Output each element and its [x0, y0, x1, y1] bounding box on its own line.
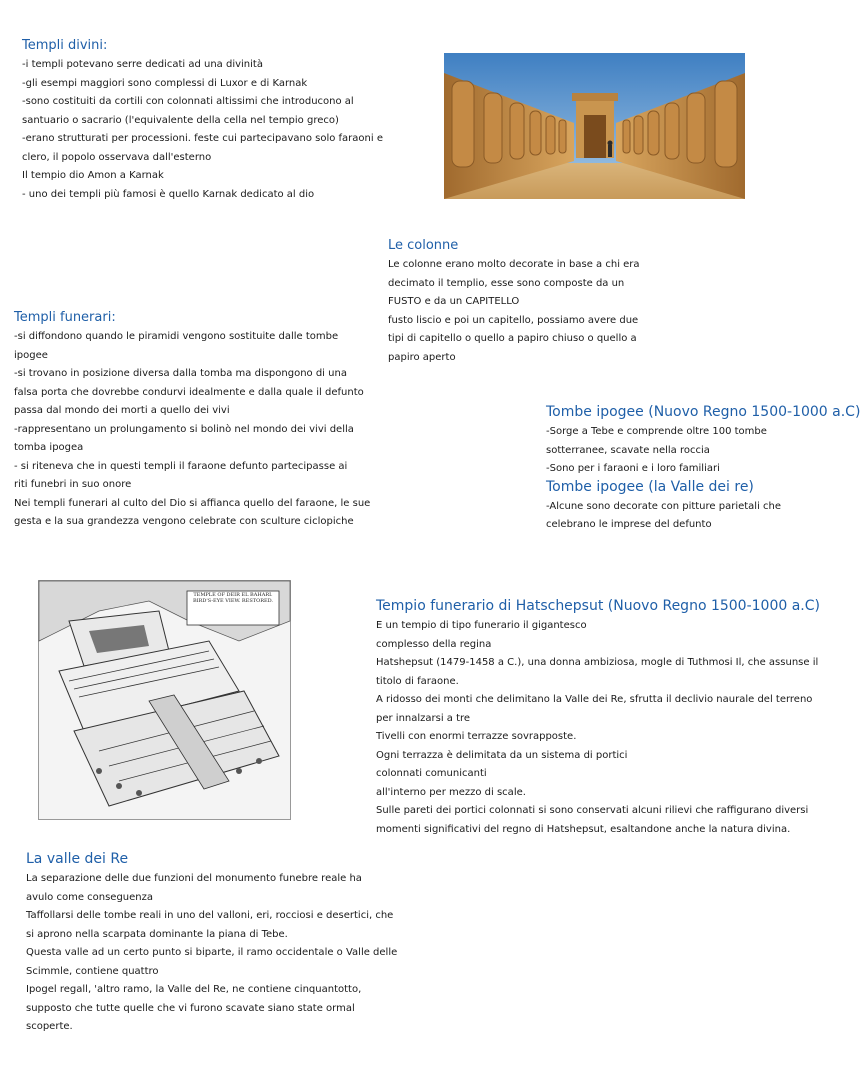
- section-text: [546, 498, 821, 535]
- text-line: passa dal mondo dei morti a quello dei vivi: [14, 405, 230, 416]
- text-line: Scimmle, contiene quattro: [26, 965, 159, 977]
- text-line: -si diffondono quando le piramidi vengono sostituite dalle tombe: [14, 331, 339, 342]
- text-line: -si trovano in posizione diversa dalla tomba ma dispongono di una: [14, 368, 347, 379]
- section-valle-re: [26, 851, 406, 1037]
- text-line: -gli esempi maggiori sono complessi di Luxor e di Karnak: [22, 77, 308, 89]
- section-title: Le colonne: [388, 238, 459, 253]
- text-line: supposto che tutte quelle che vi furono scavate siano state ormal: [26, 1002, 355, 1014]
- text-line: E un tempio di tipo funerario il gigantesco: [376, 620, 587, 631]
- text-line: -erano strutturati per processioni. feste cui partecipavano solo faraoni e: [22, 133, 383, 144]
- text-line: falsa porta che dovrebbe condurvi idealmente e dalla quale il defunto: [14, 386, 364, 398]
- text-line: Le colonne erano molto decorate in base a chi era: [388, 259, 640, 270]
- text-line: -sono costituiti da cortili con colonnati altissimi che introducono al: [22, 96, 354, 107]
- text-line: Taffollarsi delle tombe reali in uno del valloni, eri, rocciosi e desertici, che: [26, 910, 394, 921]
- hatshepsut-temple-drawing: [38, 580, 291, 820]
- section-templi-divini: [22, 38, 402, 204]
- text-line: all'interno per mezzo di scale.: [376, 786, 526, 798]
- text-line: La separazione delle due funzioni del monumento funebre reale ha: [26, 873, 362, 884]
- text-line: avulo come conseguenza: [26, 891, 154, 903]
- text-line: Sulle pareti dei portici colonnati si sono conservati alcuni rilievi che raffigurano diversi: [376, 805, 809, 816]
- text-line: celebrano le imprese del defunto: [546, 519, 712, 530]
- section-text: [26, 870, 406, 1037]
- section-title: Templi divini:: [22, 38, 108, 53]
- temple-drawing-illustration: [39, 581, 290, 819]
- section-hatshepsut: [376, 598, 821, 839]
- text-line: -Sorge a Tebe e comprende oltre 100 tombe: [546, 426, 767, 437]
- section-text: [376, 617, 821, 839]
- section-title: Tombe ipogee (la Valle dei re): [546, 478, 754, 495]
- text-line: -rappresentano un prolungamento si bolinò nel mondo dei vivi della: [14, 423, 354, 435]
- text-line: si aprono nella scarpata dominante la piana di Tebe.: [26, 928, 288, 940]
- text-line: Ogni terrazza è delimitata da un sistema di portici: [376, 749, 628, 761]
- text-line: -i templi potevano serre dedicati ad una divinità: [22, 59, 263, 70]
- section-title: Tempio funerario di Hatschepsut (Nuovo Regno 1500-1000 a.C): [376, 598, 820, 614]
- text-line: A ridosso dei monti che delimitano la Valle dei Re, sfrutta il declivio naurale del terreno: [376, 694, 813, 705]
- text-line: -Alcune sono decorate con pitture parietali che: [546, 500, 782, 512]
- text-line: Il tempio dio Amon a Karnak: [22, 170, 164, 181]
- karnak-temple-illustration: [444, 53, 745, 199]
- section-templi-funerari: [14, 310, 384, 532]
- section-text: [388, 256, 648, 367]
- text-line: Nei templi funerari al culto del Dio si affianca quello del faraone, le sue: [14, 497, 371, 509]
- drawing-label: TEMPLE OF DEIR EL BAHARI. BIRD'S-EYE VIEW. RESTORED.: [192, 592, 274, 604]
- text-line: scoperte.: [26, 1021, 73, 1032]
- section-text: [14, 328, 384, 532]
- text-line: tipi di capitello o quello a papiro chiuso o quello a: [388, 333, 637, 344]
- text-line: momenti significativi del regno di Hatshepsut, esaltandone anche la natura divina.: [376, 823, 791, 835]
- text-line: titolo di faraone.: [376, 675, 459, 687]
- text-line: -Sono per i faraoni e i loro familiari: [546, 463, 720, 474]
- section-tombe-ipogee: [546, 404, 860, 535]
- section-title: La valle dei Re: [26, 851, 129, 867]
- section-colonne: [388, 238, 648, 367]
- section-text: [546, 423, 821, 479]
- section-title: Tombe ipogee (Nuovo Regno 1500-1000 a.C): [546, 404, 860, 420]
- text-line: per innalzarsi a tre: [376, 712, 471, 724]
- karnak-temple-photo: [444, 53, 745, 199]
- text-line: santuario o sacrario (l'equivalente della cella nel tempio greco): [22, 114, 339, 126]
- text-line: decimato il templio, esse sono composte da un: [388, 277, 625, 289]
- text-line: clero, il popolo osservava dall'esterno: [22, 151, 212, 163]
- text-line: FUSTO e da un CAPITELLO: [388, 296, 520, 307]
- section-text: [22, 56, 402, 204]
- text-line: ipogee: [14, 349, 48, 361]
- text-line: colonnati comunicanti: [376, 768, 487, 779]
- text-line: Questa valle ad un certo punto si biparte, il ramo occidentale o Valle delle: [26, 947, 398, 958]
- text-line: - uno dei templi più famosi è quello Karnak dedicato al dio: [22, 188, 315, 200]
- text-line: sotterranee, scavate nella roccia: [546, 444, 710, 456]
- text-line: complesso della regina: [376, 638, 492, 650]
- section-title: Templi funerari:: [14, 310, 116, 325]
- text-line: riti funebri in suo onore: [14, 479, 132, 490]
- text-line: papiro aperto: [388, 351, 456, 363]
- text-line: - si riteneva che in questi templi il faraone defunto partecipasse ai: [14, 460, 348, 472]
- text-line: tomba ipogea: [14, 442, 84, 453]
- text-line: gesta e la sua grandezza vengono celebrate con sculture ciclopiche: [14, 516, 354, 527]
- text-line: Tivelli con enormi terrazze sovrapposte.: [376, 731, 577, 742]
- text-line: Ipogel regall, 'altro ramo, la Valle del Re, ne contiene cinquantotto,: [26, 984, 362, 995]
- text-line: fusto liscio e poi un capitello, possiamo avere due: [388, 314, 639, 326]
- text-line: Hatshepsut (1479-1458 a C.), una donna ambiziosa, mogle di Tuthmosi Il, che assunse il: [376, 657, 819, 668]
